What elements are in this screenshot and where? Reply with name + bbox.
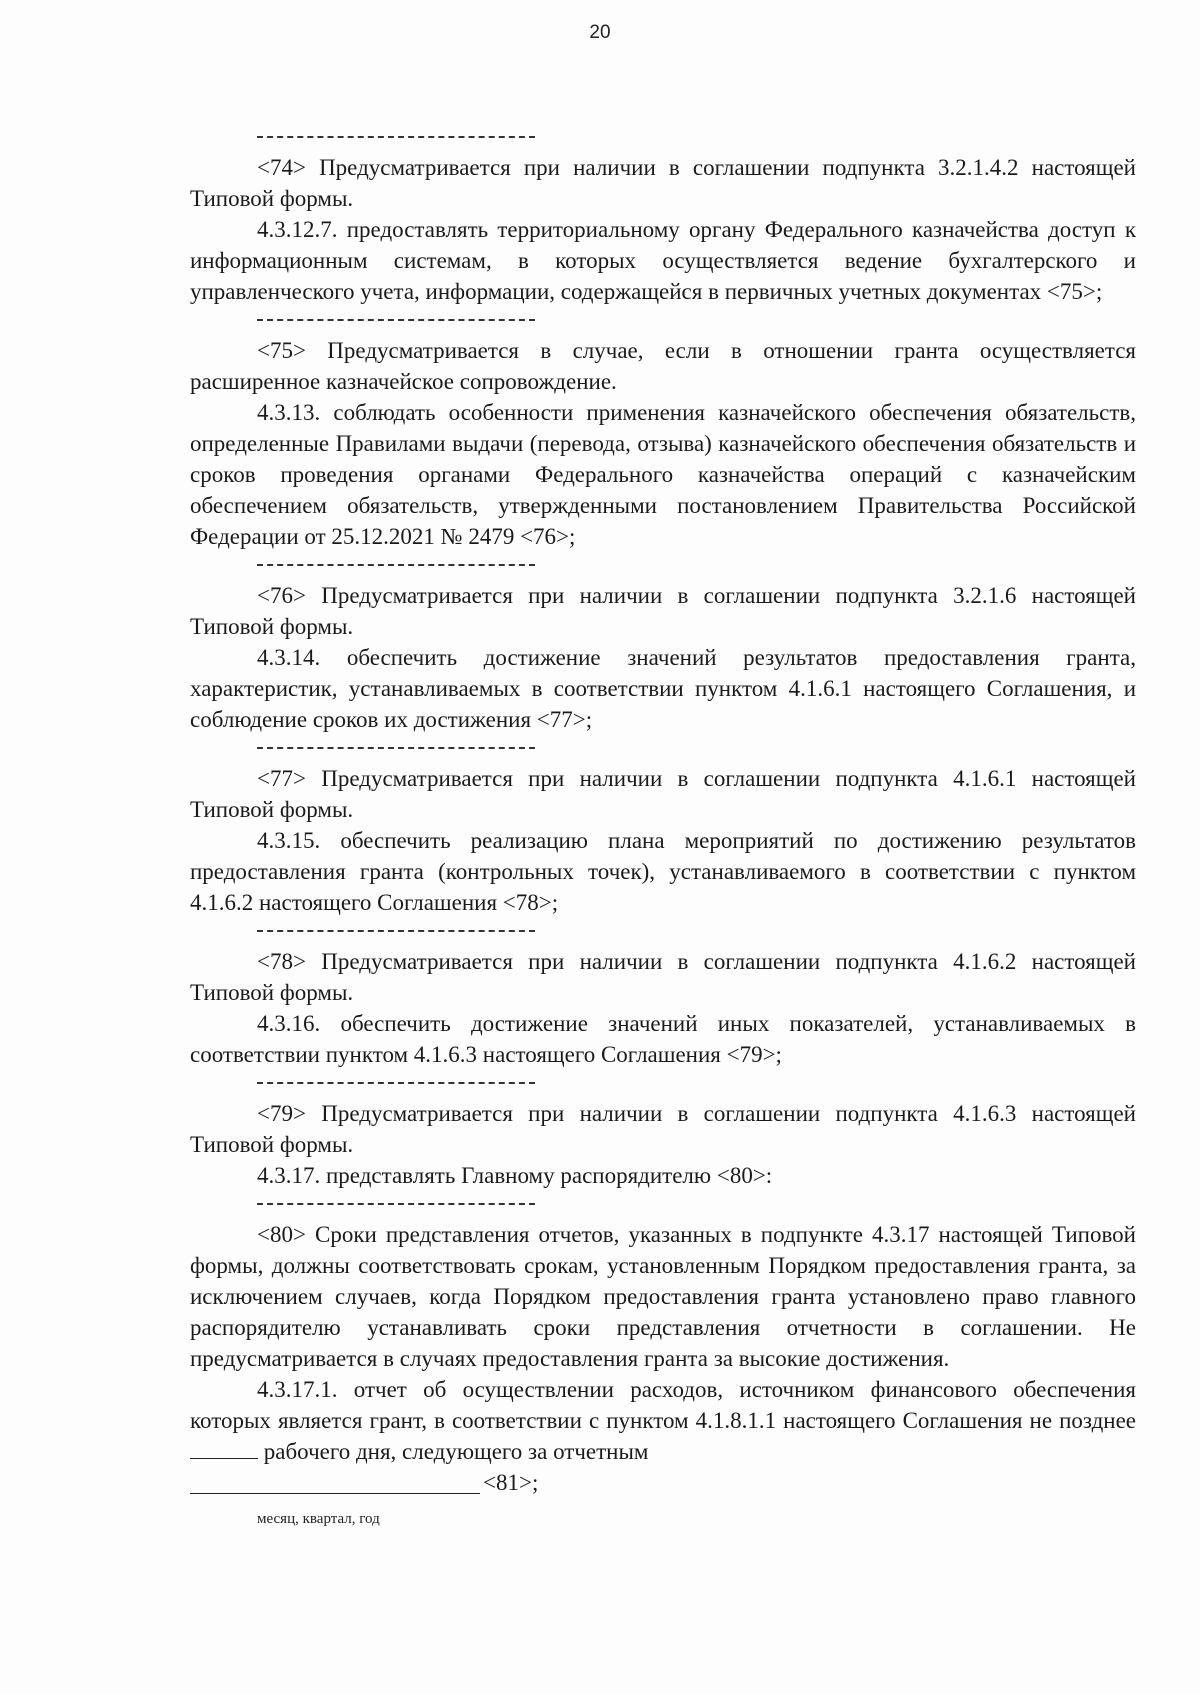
footnote: <76> Предусматривается при наличии в соглашении подпункта 3.2.1.6 настоящей Типовой формы.	[190, 583, 1136, 639]
clause-text-before-blank: 4.3.17.1. отчет об осуществлении расходов, источником финансового обеспечения которых является грант, в соответствии с пунктом 4.1.8.1.1 настоящего Соглашения не позднее	[190, 1377, 1136, 1433]
footnote-separator	[257, 1070, 535, 1084]
period-fill-line	[190, 1467, 1136, 1498]
page-number: 20	[589, 22, 611, 43]
blank-caption: месяц, квартал, год	[257, 1511, 380, 1527]
footnote-separator	[257, 1191, 535, 1205]
clause-paragraph: 4.3.14. обеспечить достижение значений результатов предоставления гранта, характеристик, устанавливаемых в соответствии пунктом 4.1.6.1 настоящего Соглашения, и соблюдение сроков их достижения <77>;	[190, 645, 1136, 732]
footnote: <80> Сроки представления отчетов, указанных в подпункте 4.3.17 настоящей Типовой формы, должны соответствовать срокам, установленным Порядком предоставления гранта, за исключением случаев, когда Порядком предоставления гранта установлено право главного распорядителю устанавливать сроки представления отчетности в соглашении. Не предусматривается в случаях предоставления гранта за высокие достижения.	[190, 1222, 1136, 1371]
clause-paragraph: 4.3.13. соблюдать особенности применения казначейского обеспечения обязательств, определенные Правилами выдачи (перевода, отзыва) казначейского обеспечения обязательств и сроков проведения органами Федерального казначейства операций с казначейским обеспечением обязательств, утвержденными постановлением Правительства Российской Федерации от 25.12.2021 № 2479 <76>;	[190, 400, 1136, 549]
footnote-separator	[257, 552, 535, 566]
clause-paragraph: 4.3.16. обеспечить достижение значений иных показателей, устанавливаемых в соответствии пунктом 4.1.6.3 настоящего Соглашения <79>;	[190, 1011, 1136, 1067]
footnote-separator	[257, 124, 535, 138]
footnote: <77> Предусматривается при наличии в соглашении подпункта 4.1.6.1 настоящей Типовой формы.	[190, 766, 1136, 822]
blank-field	[190, 1438, 258, 1459]
footnote-separator	[257, 307, 535, 321]
clause-paragraph-4-3-17-1	[190, 1374, 1136, 1467]
footnote: <74> Предусматривается при наличии в соглашении подпункта 3.2.1.4.2 настоящей Типовой формы.	[190, 155, 1136, 211]
footnote-separator	[257, 918, 535, 932]
footnote: <78> Предусматривается при наличии в соглашении подпункта 4.1.6.2 настоящей Типовой формы.	[190, 949, 1136, 1005]
clause-paragraph: 4.3.17. представлять Главному распорядителю <80>:	[257, 1163, 773, 1188]
document-body	[190, 124, 1136, 1535]
clause-paragraph: 4.3.15. обеспечить реализацию плана мероприятий по достижению результатов предоставления гранта (контрольных точек), устанавливаемого в соответствии с пунктом 4.1.6.2 настоящего Соглашения <78>;	[190, 828, 1136, 915]
footnote: <79> Предусматривается при наличии в соглашении подпункта 4.1.6.3 настоящей Типовой формы.	[190, 1101, 1136, 1157]
clause-paragraph: 4.3.12.7. предоставлять территориальному органу Федерального казначейства доступ к информационным системам, в которых осуществляется ведение бухгалтерского и управленческого учета, информации, содержащейся в первичных учетных документах <75>;	[190, 217, 1136, 304]
clause-text-after-blank: рабочего дня, следующего за отчетным	[263, 1439, 649, 1464]
footnote-separator	[257, 735, 535, 749]
footnote: <75> Предусматривается в случае, если в отношении гранта осуществляется расширенное казначейское сопровождение.	[190, 338, 1136, 394]
footnote-ref: <81>;	[483, 1470, 539, 1495]
blank-underline	[190, 1493, 480, 1494]
